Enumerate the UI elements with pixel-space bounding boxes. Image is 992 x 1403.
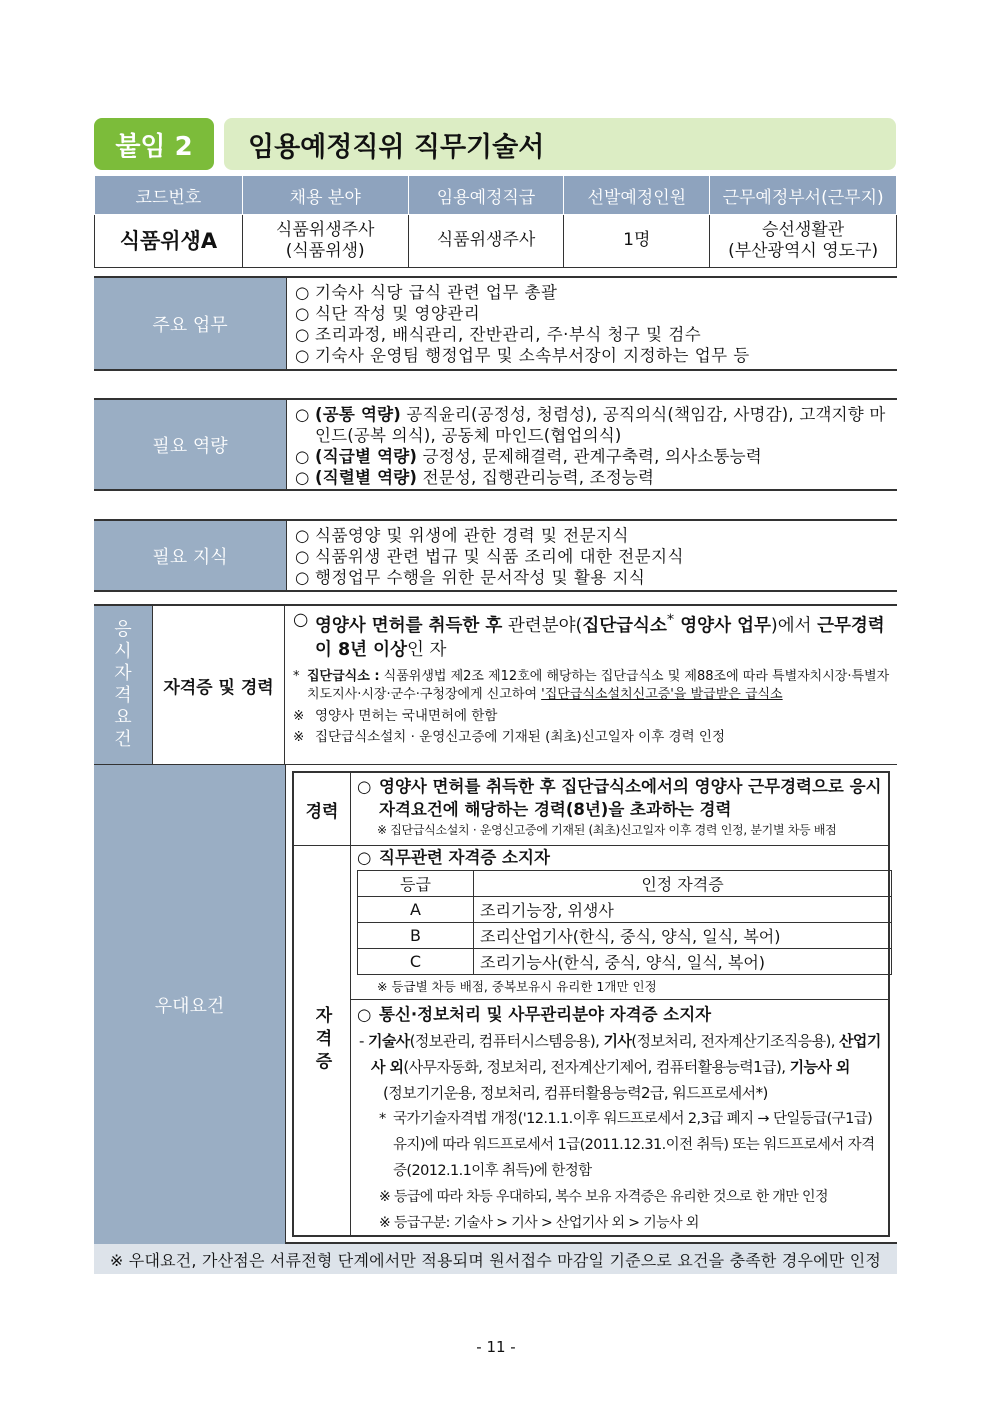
- grade-value: 식품위생주사: [408, 215, 564, 268]
- count-value: 1명: [564, 215, 710, 268]
- grade-table: 등급 인정 자격증 A 조리기능장, 위생사 B 조리산업기사(한식, 중식, 양식, 일식, 복어) C 조리기능사(한식, 중식, 양식, 일식, 복어): [357, 870, 892, 975]
- career-content: ○ 영양사 면허를 취득한 후 집단급식소에서의 영양사 근무경력으로 응시자격요건에 해당하는 경력(8년)을 초과하는 경력 ※ 집단급식소설치 · 운영신고증에 기재된 (최초)신고일자 이후 경력 인정, 분기별 차등 배점: [357, 777, 882, 837]
- attachment-badge: 붙임 2: [94, 118, 214, 170]
- competency-section: [94, 398, 897, 491]
- qualification-note: ※ 영양사 면허는 국내면허에 한함: [293, 707, 498, 724]
- qualification-note: ※ 집단급식소설치 · 운영신고증에 기재된 (최초)신고일자 이후 경력 인정: [293, 728, 726, 745]
- code-value: 식품위생A: [95, 215, 243, 268]
- dept-value: 승선생활관 (부산광역시 영도구): [710, 215, 897, 268]
- list-item: ○ 식품위생 관련 법규 및 식품 조리에 대한 전문지식: [295, 547, 684, 566]
- cert-label: 자격증: [294, 846, 351, 1235]
- career-label: 경력: [294, 773, 351, 845]
- qualification-content: [285, 606, 897, 764]
- preference-label: 우대요건: [94, 764, 285, 1244]
- qualification-footnote: * 집단급식소 : 식품위생법 제2조 제12호에 해당하는 집단급식소 및 제88조에 따라 특별자치시장·특별자치도지사·시장·군수·구청장에게 신고하여 '집단급식소설치신고증'을 발급받은 급식소: [293, 668, 890, 702]
- qualification-label: 자격증 및 경력: [152, 606, 285, 764]
- list-item: ○ (직렬별 역량) 전문성, 집행관리능력, 조정능력: [295, 468, 655, 487]
- header-grade: 임용예정직급: [408, 176, 564, 215]
- header-code: 코드번호: [95, 176, 243, 215]
- list-item: ○ (공통 역량) 공직윤리(공정성, 청렴성), 공직의식(책임감, 사명감), 고객지향 마인드(공복 의식), 공동체 마인드(협업의식): [295, 405, 886, 445]
- position-info-table: [94, 175, 897, 268]
- list-item: ○ 식단 작성 및 영양관리: [295, 304, 481, 323]
- knowledge-label: 필요 지식: [94, 521, 286, 590]
- qualification-main: ○ 영양사 면허를 취득한 후 관련분야(집단급식소* 영양사 업무)에서 근무경력이 8년 이상인 자: [293, 610, 885, 660]
- list-item: ○ 조리과정, 배식관리, 잔반관리, 주·부식 청구 및 검수: [295, 325, 702, 344]
- requirements-section: [94, 604, 897, 1244]
- header-field: 채용 분야: [242, 176, 408, 215]
- duties-label: 주요 업무: [94, 278, 286, 369]
- knowledge-list: [286, 521, 897, 590]
- knowledge-section: [94, 519, 897, 592]
- page-number: - 11 -: [476, 1338, 516, 1356]
- list-item: ○ 행정업무 수행을 위한 문서작성 및 활용 지식: [295, 568, 646, 587]
- list-item: ○ 식품영양 및 위생에 관한 경력 및 전문지식: [295, 526, 629, 545]
- duties-list: [286, 278, 897, 369]
- preference-content: [285, 764, 897, 1244]
- field-value: 식품위생주사 (식품위생): [242, 215, 408, 268]
- it-cert-block: ○ 통신·정보처리 및 사무관리분야 자격증 소지자 - 기술사(정보관리, 컴퓨터시스템응용), 기사(정보처리, 전자계산기조직응용), 산업기사 외(사무자동화, 정보처리, 전자계산기제어, 컴퓨터활용능력1급), 기능사 외 (정보기기운용, 정보처리, 컴퓨터활용능력2급, 워드프로세서*) * 국가기술자격법 개정('12.1.1.이후 워드프로세서 2,3급 폐지 → 단일등급(구1급)유지)에 따라 워드프로세서 1급(2011.12.31.이전 취득) 또는 워드프로세서 자격증(2012.1.1이후 취득)에 한정함 ※ 등급에 따라 차등 우대하되, 복수 보유 자격증은 유리한 것으로 한 개만 인정 ※ 등급구분: 기술사 > 기사 > 산업기사 외 > 기능사 외: [357, 1005, 881, 1231]
- list-item: ○ 기숙사 운영팀 행정업무 및 소속부서장이 지정하는 업무 등: [295, 346, 750, 365]
- preference-box: [292, 771, 890, 1237]
- page-title: 임용예정직위 직무기술서: [224, 118, 896, 170]
- qualification-side-label: 응 시 자 격 요 건: [94, 606, 152, 764]
- list-item: ○ (직급별 역량) 긍정성, 문제해결력, 관계구축력, 의사소통능력: [295, 447, 762, 466]
- competency-list: [286, 400, 897, 489]
- competency-label: 필요 역량: [94, 400, 286, 489]
- header-count: 선발예정인원: [564, 176, 710, 215]
- list-item: ○ 기숙사 식당 급식 관련 업무 총괄: [295, 283, 558, 302]
- footer-note: ※ 우대요건, 가산점은 서류전형 단계에서만 적용되며 원서접수 마감일 기준으로 요건을 충족한 경우에만 인정: [94, 1244, 897, 1274]
- header-dept: 근무예정부서(근무지): [710, 176, 897, 215]
- cert-content: ○ 직무관련 자격증 소지자 등급 인정 자격증 A 조리기능장, 위생사 B 조리산업기사(한식, 중식, 양식, 일식, 복어) C 조리기능사(한식, 중식, 양식, 일식, 복어) ※ 등급별 차등 배점, 중복보유시 유리한 1개만 인정 ○ 통신·정보처리 및 사무관리분야 자격증 소지자 - 기술사(정보관리, 컴퓨터시스템응용), 기사(정보처리, 전자계산기조직응용), 산업기사 외(사무자동화, 정보처리, 전자계산기제어, 컴퓨터활용능력1급), 기능사 외 (정보기기운용, 정보처리, 컴퓨터활용능력2급, 워드프로세서*) * 국가기술자격법 개정('12.1.1.이후 워드프로세서 2,3급 폐지 → 단일등급(구1급)유지)에 따라 워드프로세서 1급(2011.12.31.이전 취득) 또는 워드프로세서 자격증(2012.1.1이후 취득)에 한정함 ※ 등급에 따라 차등 우대하되, 복수 보유 자격증은 유리한 것으로 한 개만 인정 ※ 등급구분: 기술사 > 기사 > 산업기사 외 > 기능사 외: [351, 846, 888, 1235]
- duties-section: [94, 276, 897, 371]
- grade-note: ※ 등급별 차등 배점, 중복보유시 유리한 1개만 인정: [377, 979, 657, 994]
